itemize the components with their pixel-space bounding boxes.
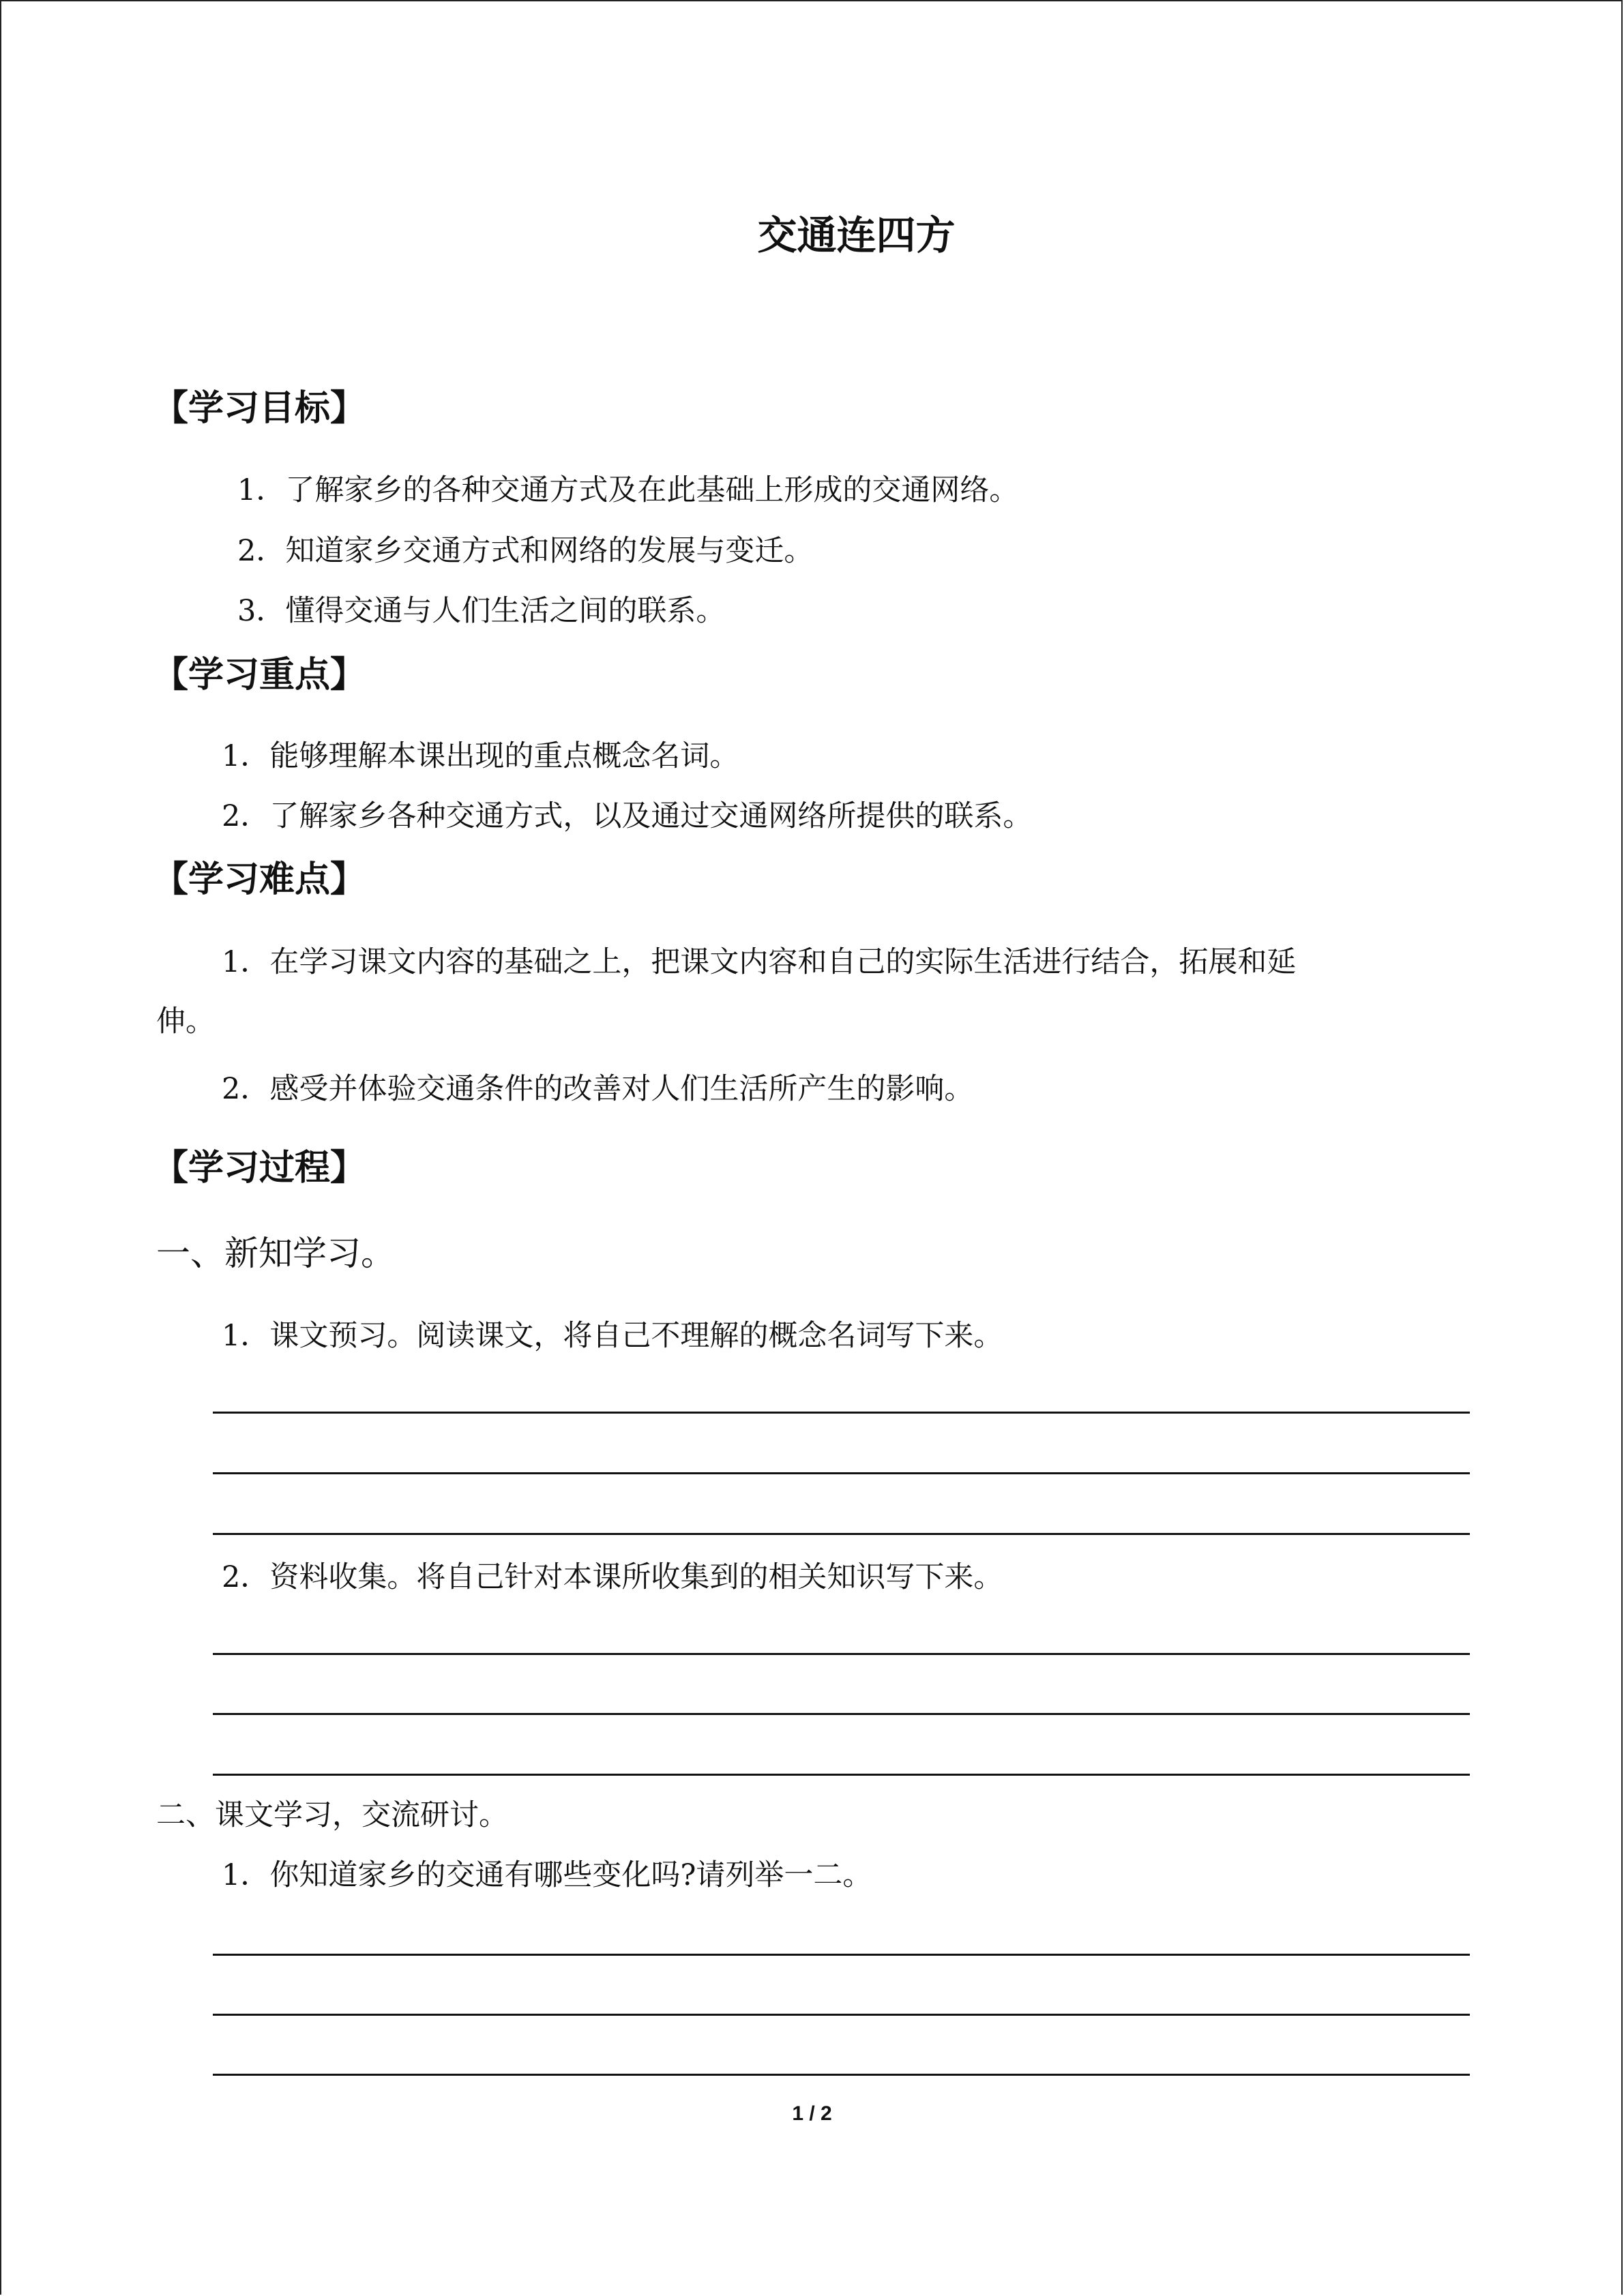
part2-question-1: 1．你知道家乡的交通有哪些变化吗?请列举一二。 <box>222 1858 872 1892</box>
answer-line[interactable] <box>213 2014 1470 2016</box>
answer-line[interactable] <box>213 1412 1470 1414</box>
page-number: 1 / 2 <box>792 2102 832 2125</box>
key-points-heading: 【学习重点】 <box>153 655 366 696</box>
difficulty-item-1-line-2: 伸。 <box>156 1004 215 1039</box>
part1-question-2: 2．资料收集。将自己针对本课所收集到的相关知识写下来。 <box>222 1560 1003 1594</box>
objective-item-2: 2．知道家乡交通方式和网络的发展与变迁。 <box>237 534 814 568</box>
answer-line[interactable] <box>213 1954 1470 1956</box>
difficulties-heading: 【学习难点】 <box>153 859 366 900</box>
part1-title: 一、新知学习。 <box>156 1234 395 1273</box>
part1-question-1: 1．课文预习。阅读课文，将自己不理解的概念名词写下来。 <box>222 1319 1003 1353</box>
part2-title: 二、课文学习，交流研讨。 <box>156 1798 508 1832</box>
objective-item-1: 1．了解家乡的各种交通方式及在此基础上形成的交通网络。 <box>237 473 1019 507</box>
process-heading: 【学习过程】 <box>153 1148 366 1189</box>
answer-line[interactable] <box>213 1472 1470 1474</box>
objectives-heading: 【学习目标】 <box>153 388 366 429</box>
answer-line[interactable] <box>213 1653 1470 1655</box>
key-point-item-2: 2．了解家乡各种交通方式，以及通过交通网络所提供的联系。 <box>222 799 1033 833</box>
page-title: 交通连四方 <box>757 212 956 258</box>
difficulty-item-1-line-1: 1．在学习课文内容的基础之上，把课文内容和自己的实际生活进行结合，拓展和延 <box>222 945 1297 979</box>
answer-line[interactable] <box>213 2074 1470 2076</box>
answer-line[interactable] <box>213 1533 1470 1535</box>
difficulty-item-2: 2．感受并体验交通条件的改善对人们生活所产生的影响。 <box>222 1072 974 1106</box>
answer-line[interactable] <box>213 1713 1470 1715</box>
answer-line[interactable] <box>213 1774 1470 1776</box>
objective-item-3: 3．懂得交通与人们生活之间的联系。 <box>237 594 726 628</box>
key-point-item-1: 1．能够理解本课出现的重点概念名词。 <box>222 739 739 773</box>
